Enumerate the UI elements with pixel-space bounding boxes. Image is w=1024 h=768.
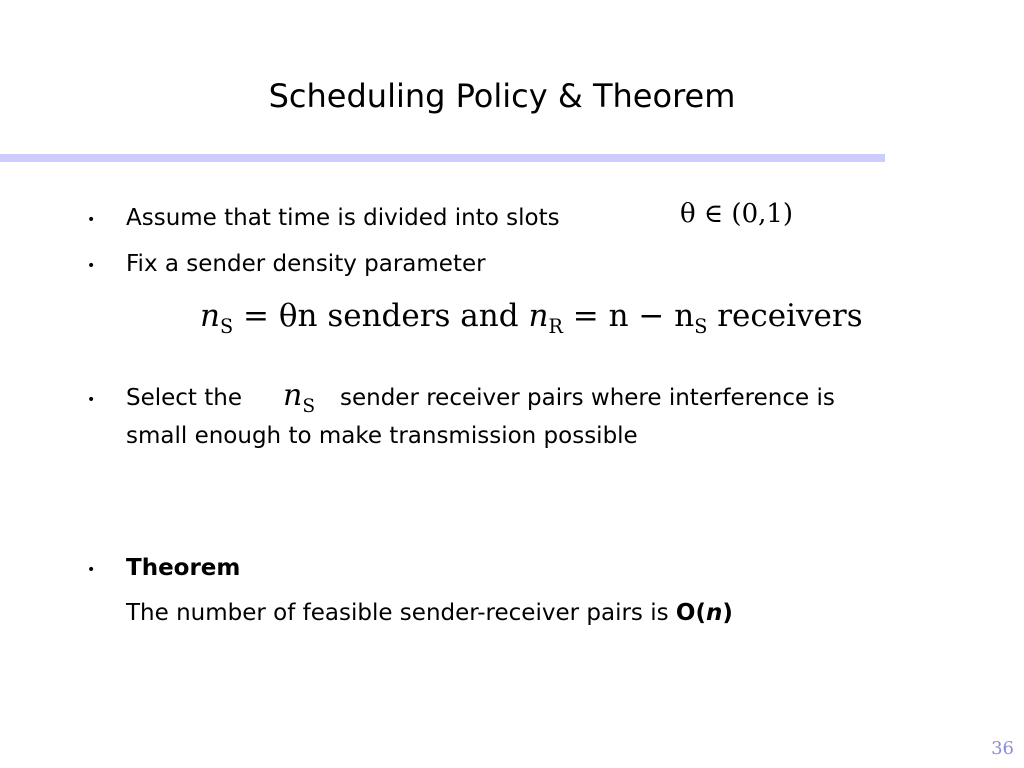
bullet-text-select: Select the <box>126 385 243 411</box>
bullet-marker: • <box>87 392 96 408</box>
formula-n: n <box>528 298 549 334</box>
theorem-statement: The number of feasible sender-receiver pairs is <box>126 600 669 626</box>
formula-n-minus: = n − n <box>572 298 695 334</box>
page-number: 36 <box>991 738 1014 759</box>
formula-theta-n: = θn <box>242 298 318 334</box>
formula-n-s-inline <box>283 378 316 417</box>
formula-sub-s: S <box>694 314 708 338</box>
formula-senders-receivers <box>200 298 863 338</box>
order-close: ) <box>722 600 733 626</box>
bullet-text-pairs: sender receiver pairs where interference is <box>340 385 835 411</box>
title-underline-bar <box>0 154 885 162</box>
formula-n: n <box>283 378 303 413</box>
slide-title: Scheduling Policy & Theorem <box>268 77 736 115</box>
formula-n: n <box>200 298 220 334</box>
order-open: O( <box>675 600 706 626</box>
formula-sub-r: R <box>548 314 563 338</box>
bullet-marker: • <box>87 212 96 228</box>
theorem-order <box>676 600 733 626</box>
theorem-heading: Theorem <box>126 555 241 581</box>
theorem-statement-line <box>126 598 733 628</box>
bullet-text-density: Fix a sender density parameter <box>126 251 486 277</box>
formula-senders-and: senders and <box>327 298 519 334</box>
formula-receivers: receivers <box>717 298 863 334</box>
bullet-text-small-enough: small enough to make transmission possible <box>126 423 638 449</box>
bullet-marker: • <box>87 258 96 274</box>
formula-theta-range: θ ∈ (0,1) <box>680 199 794 229</box>
formula-sub-s: S <box>219 314 234 338</box>
order-n: n <box>705 600 723 626</box>
formula-sub-s: S <box>302 395 316 417</box>
bullet-marker: • <box>87 562 96 578</box>
bullet-text-slots: Assume that time is divided into slots <box>126 205 560 231</box>
